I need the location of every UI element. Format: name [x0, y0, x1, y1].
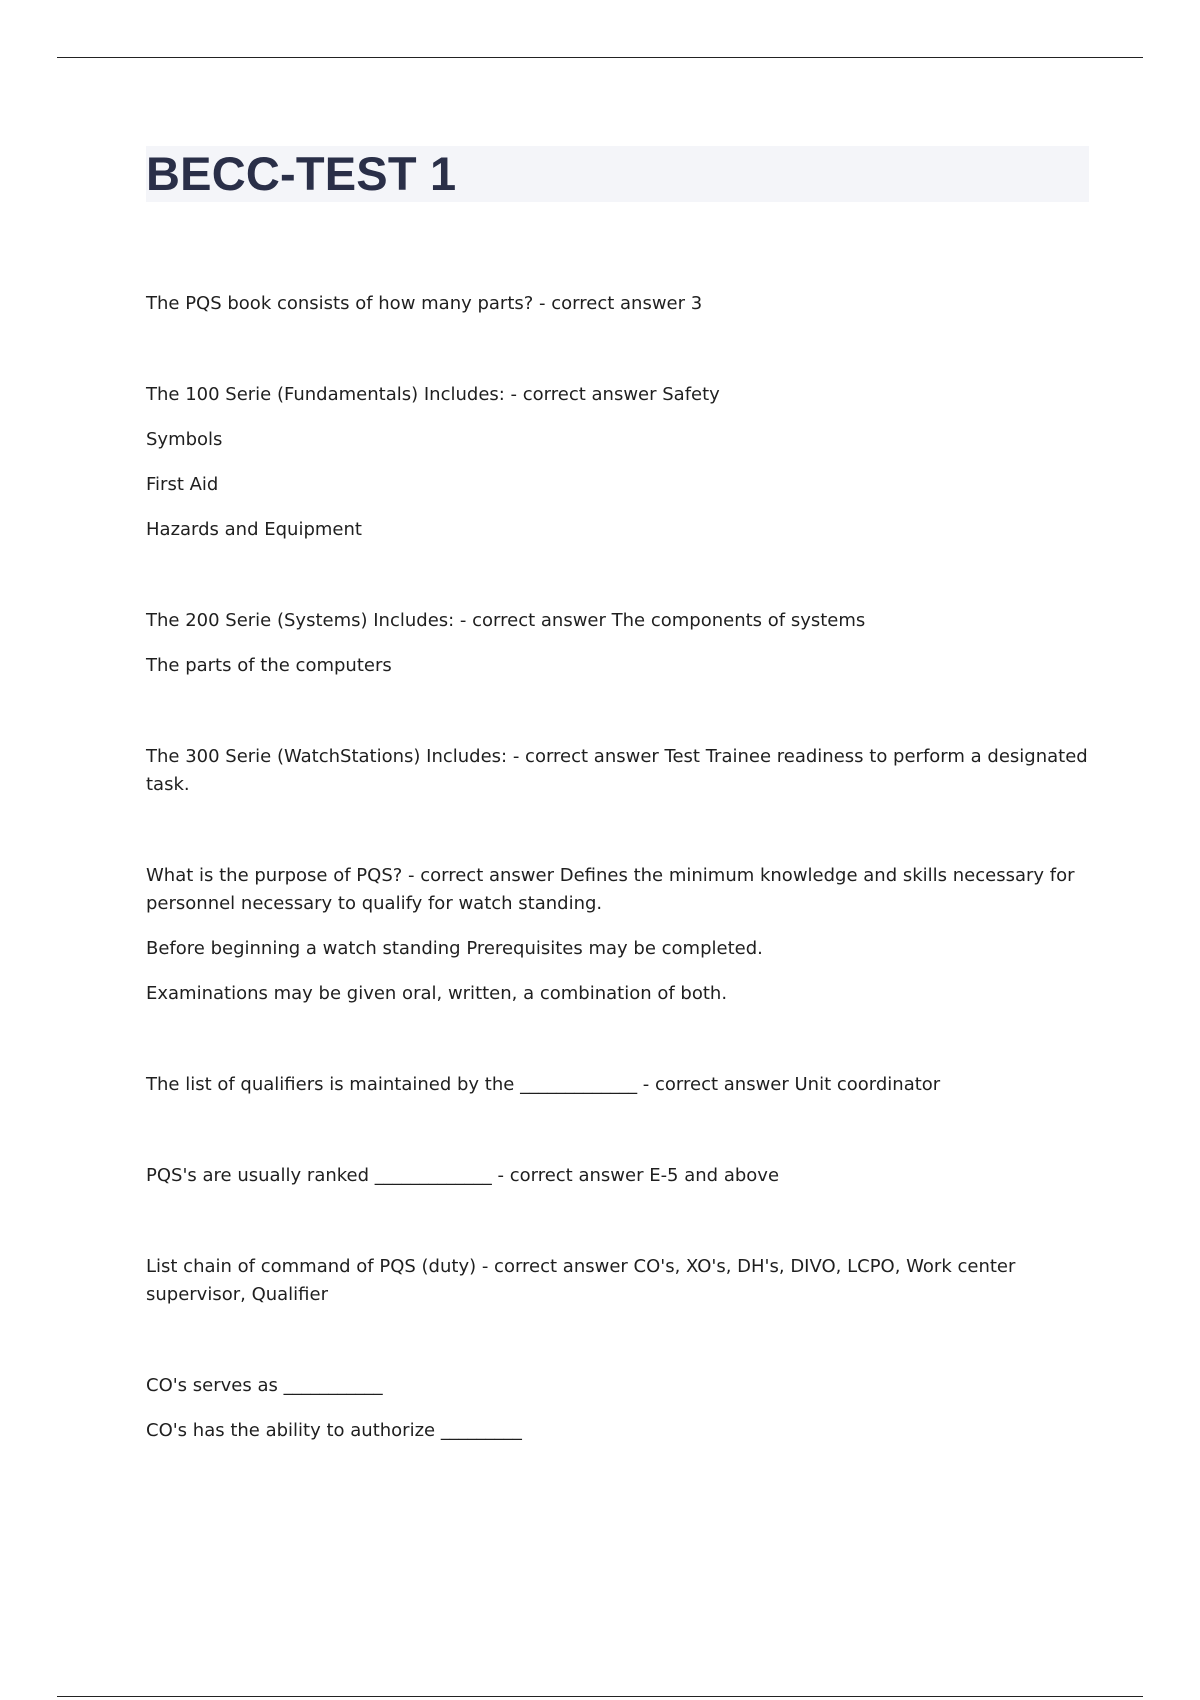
- qa-item-6: [146, 1071, 1091, 1099]
- qa-item-5: [146, 862, 1091, 1008]
- document-title: BECC-TEST 1: [146, 147, 457, 200]
- qa-line: PQS's are usually ranked _____________ - correct answer E-5 and above: [146, 1165, 780, 1186]
- qa-line: List chain of command of PQS (duty) - correct answer CO's, XO's, DH's, DIVO, LCPO, Work center supervisor, Qualifier: [146, 1256, 1016, 1305]
- qa-line: Examinations may be given oral, written, a combination of both.: [146, 983, 728, 1004]
- qa-line: Hazards and Equipment: [146, 519, 362, 540]
- qa-line: The parts of the computers: [146, 655, 392, 676]
- qa-line: Symbols: [146, 429, 223, 450]
- qa-line: First Aid: [146, 474, 219, 495]
- qa-item-4: [146, 743, 1091, 799]
- qa-line: The 300 Serie (WatchStations) Includes: - correct answer Test Trainee readiness to perform a designated task.: [146, 746, 1088, 795]
- qa-line: The 200 Serie (Systems) Includes: - correct answer The components of systems: [146, 610, 866, 631]
- qa-line: CO's serves as ___________: [146, 1375, 383, 1396]
- qa-list: [146, 290, 1091, 1508]
- page-bottom-rule: [57, 1696, 1143, 1697]
- qa-item-3: [146, 607, 1091, 680]
- qa-item-8: [146, 1253, 1091, 1309]
- qa-line: The list of qualifiers is maintained by the _____________ - correct answer Unit coordinator: [146, 1074, 941, 1095]
- page-top-rule: [57, 57, 1143, 58]
- qa-item-2: [146, 381, 1091, 544]
- qa-item-7: [146, 1162, 1091, 1190]
- qa-line: What is the purpose of PQS? - correct answer Defines the minimum knowledge and skills necessary for personnel necessary to qualify for watch standing.: [146, 865, 1075, 914]
- qa-item-1: [146, 290, 1091, 318]
- qa-line: The PQS book consists of how many parts? - correct answer 3: [146, 293, 703, 314]
- qa-item-9: [146, 1372, 1091, 1445]
- qa-line: CO's has the ability to authorize _________: [146, 1420, 522, 1441]
- qa-line: The 100 Serie (Fundamentals) Includes: - correct answer Safety: [146, 384, 720, 405]
- qa-line: Before beginning a watch standing Prerequisites may be completed.: [146, 938, 763, 959]
